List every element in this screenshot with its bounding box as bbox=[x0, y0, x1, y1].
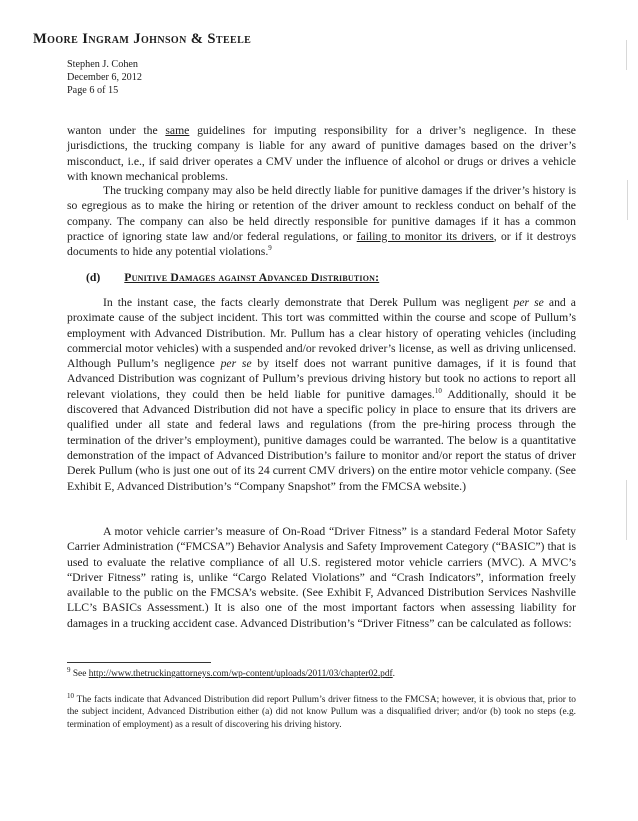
paragraph-1: wanton under the same guidelines for imputing responsibility for a driver’s negligence. In these jurisdictions, the trucking company is liable for any award of punitive damages based on the driver’s misconduct, i.e., if said driver operates a CMV under the influence of alcohol or drugs or drives a vehicle with known mechanical problems. bbox=[67, 124, 576, 183]
letter-date: December 6, 2012 bbox=[67, 72, 142, 84]
emphasis-failing-to-monitor: failing to monitor its drivers bbox=[356, 229, 494, 243]
paragraph-4: A motor vehicle carrier’s measure of On-Road “Driver Fitness” is a standard Federal Motor Safety Carrier Administration (“FMCSA”) Behavior Analysis and Safety Improvement Category (“BASIC”) that is used to evaluate the relative compliance of all U.S. registered motor vehicle carriers (MVC). A MVC’s “Driver Fitness” rating is, unlike “Cargo Related Violations” and “Crash Indicators”, information freely available to the public on the FMCSA’s website. (See Exhibit F, Advanced Distribution Services Nashville LLC’s BASICs Assessment.) It is also one of the most important factors when assessing liability for damages in a trucking accident case. Advanced Distribution’s “Driver Fitness” can be calculated as follows: bbox=[67, 525, 576, 630]
footnote-link[interactable]: http://www.thetruckingattorneys.com/wp-content/uploads/2011/03/chapter02.pdf bbox=[88, 669, 393, 679]
footnote-10: $^{10}$ The facts indicate that Advanced Distribution did report Pullum’s driver fitness to the FMCSA; however, it is obvious that, prior to the subject incident, Advanced Distribution either (a) did not know Pullum was a disqualified driver; and/or (b) took no steps (e.g. termination of employment) as a result of discovering his driving history. bbox=[67, 691, 576, 730]
section-title: Punitive Damages against Advanced Distribution: bbox=[124, 271, 380, 284]
section-heading bbox=[86, 271, 379, 284]
section-label: (d) bbox=[86, 271, 101, 284]
scan-edge-mark bbox=[626, 40, 627, 70]
footnote-9: $^9$ See http://www.thetruckingattorneys.com/wp-content/uploads/2011/03/chapter02.pdf. bbox=[67, 665, 396, 679]
recipient-name: Stephen J. Cohen bbox=[67, 59, 139, 70]
firm-letterhead: Moore Ingram Johnson & Steele bbox=[33, 31, 252, 47]
page-number: Page 6 of 15 bbox=[67, 85, 119, 97]
scan-edge-mark bbox=[627, 180, 628, 220]
letter-header-block bbox=[67, 58, 142, 98]
paragraph-3: In the instant case, the facts clearly demonstrate that Derek Pullum was negligent per se and a proximate cause of the subject incident. This tort was committed within the course and scope of Pullum’s employment with Advanced Distribution. Mr. Pullum has a clear history of operating vehicles (including commercial motor vehicles) with a suspended and/or revoked driver’s license, as well as driving unlicensed. Although Pullum’s negligence per se by itself does not warrant punitive damages, if it is found that Advanced Distribution was cognizant of Pullum’s previous driving history but took no actions to report all relevant violations, they could then be held liable for punitive damages.$^{10}$ Additionally, should it be discovered that Advanced Distribution did not have a specific policy in place to ensure that its drivers are qualified under all state and federal laws and regulations (from the pre-hiring process through the termination of the driver’s employment), punitive damages could be warranted. The below is a quantitative demonstration of the impact of Advanced Distribution’s failure to monitor and/or report the status of driver Derek Pullum (who is just one out of its 24 current CMV drivers) on the entire motor vehicle company. (See Exhibit E, Advanced Distribution’s “Company Snapshot” from the FMCSA website.) bbox=[67, 296, 577, 493]
paragraph-2: The trucking company may also be held directly liable for punitive damages if the driver’s history is so egregious as to make the hiring or retention of the driver amount to reckless conduct on behalf of the company. The company can also be held directly responsible for punitive damages if it has a common practice of ignoring state law and/or federal regulations, or failing to monitor its drivers, or if it destroys documents to hide any potential violations.$^9$ bbox=[67, 184, 577, 259]
footnote-ref-10: 10 bbox=[434, 386, 442, 395]
footnote-ref-9: 9 bbox=[268, 244, 272, 253]
emphasis-same: same bbox=[165, 124, 190, 137]
scan-edge-mark bbox=[626, 480, 627, 540]
footnote-divider bbox=[67, 662, 211, 663]
